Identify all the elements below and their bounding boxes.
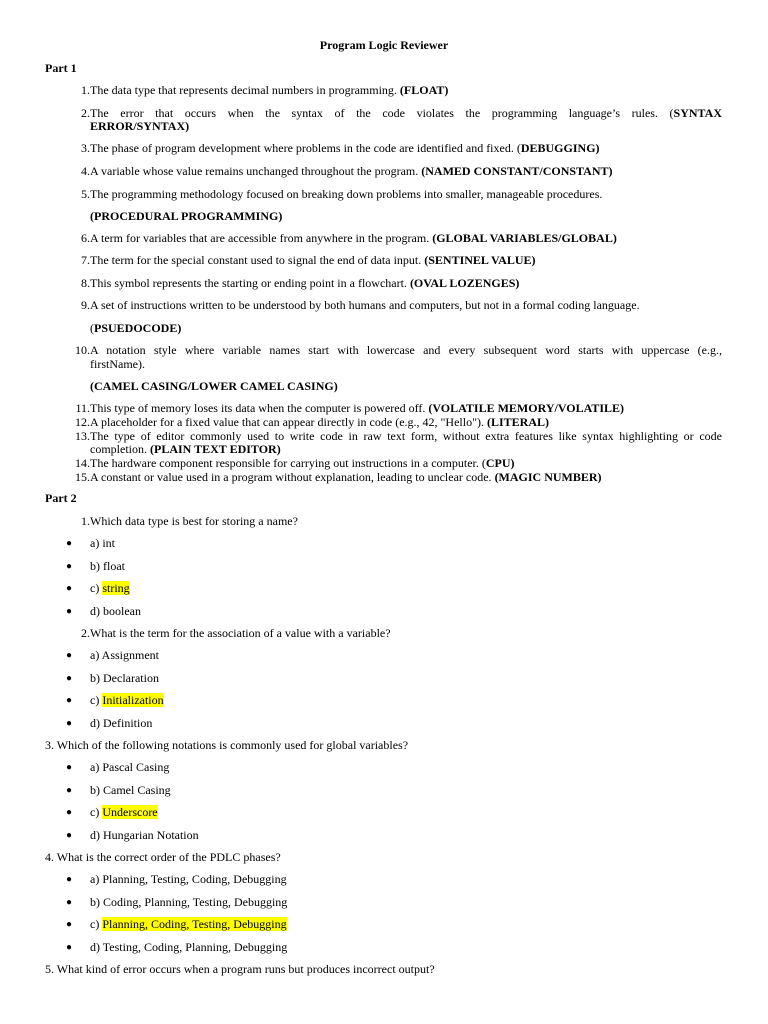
answer-text: (CAMEL CASING/LOWER CAMEL CASING) (90, 379, 338, 393)
option-label: b) (90, 559, 103, 573)
question-prompt-continued: firstName). (90, 357, 145, 371)
question-prompt: The phase of program development where problems in the code are identified and fixed. ( (90, 141, 521, 155)
question-number: 9. (81, 298, 90, 312)
option-text: Planning, Testing, Coding, Debugging (102, 872, 287, 886)
bullet-icon: ● (66, 718, 73, 729)
answer-option (90, 895, 287, 910)
question-prompt: The error that occurs when the syntax of the code violates the programming language’s rules. ( (90, 106, 674, 120)
question-number: 4. (81, 164, 90, 178)
bullet-icon: ● (66, 606, 73, 617)
option-label: c) (90, 581, 103, 595)
question-number: 1. (81, 514, 90, 528)
bullet-icon: ● (66, 695, 73, 706)
question-number: 15. (75, 470, 90, 484)
option-text: Assignment (101, 648, 160, 662)
option-label: b) (90, 783, 103, 797)
answer-text: PSUEDOCODE) (94, 321, 182, 335)
question-text (90, 253, 722, 268)
answer-text: SYNTAX (673, 106, 722, 120)
question-text (90, 187, 722, 202)
bullet-icon: ● (66, 561, 73, 572)
question-prompt: A constant or value used in a program without explanation, leading to unclear code. (90, 470, 492, 484)
answer-text: (MAGIC NUMBER) (494, 470, 602, 484)
answer-prefix: ( (90, 321, 94, 335)
answer-text: DEBUGGING) (520, 141, 600, 155)
bullet-icon: ● (66, 830, 73, 841)
option-label: c) (90, 693, 103, 707)
bullet-icon: ● (66, 673, 73, 684)
bullet-icon: ● (66, 919, 73, 930)
option-label: a) (90, 648, 102, 662)
bullet-icon: ● (66, 897, 73, 908)
answer-line (90, 321, 722, 336)
option-text: Camel Casing (103, 783, 171, 797)
question-text: 4. What is the correct order of the PDLC phases? (45, 850, 281, 864)
answer-option (90, 559, 125, 574)
bullet-icon: ● (66, 762, 73, 773)
answer-option (90, 716, 152, 731)
option-text: Declaration (103, 671, 159, 685)
bullet-icon: ● (66, 942, 73, 953)
bullet-icon: ● (66, 538, 73, 549)
option-label: d) (90, 604, 103, 618)
question-number: 14. (75, 456, 90, 470)
question-prompt: A placeholder for a fixed value that can appear directly in code (e.g., 42, "Hello"). (90, 415, 484, 429)
question-number: 5. (81, 187, 90, 201)
bullet-icon: ● (66, 874, 73, 885)
question-prompt: A variable whose value remains unchanged throughout the program. (90, 164, 419, 178)
option-label: c) (90, 917, 103, 931)
answer-text: (PROCEDURAL PROGRAMMING) (90, 209, 283, 223)
question-text (90, 298, 722, 313)
correct-answer-highlight: Planning, Coding, Testing, Debugging (102, 917, 287, 931)
answer-text: (PLAIN TEXT EDITOR) (150, 442, 281, 456)
question-prompt: The data type that represents decimal numbers in programming. (90, 83, 397, 97)
answer-text: (OVAL LOZENGES) (409, 276, 520, 290)
question-prompt: The term for the special constant used to signal the end of data input. (90, 253, 422, 267)
answer-text: (GLOBAL VARIABLES/GLOBAL) (432, 231, 617, 245)
question-number: 6. (81, 231, 90, 245)
answer-option (90, 805, 158, 820)
option-label: b) (90, 671, 103, 685)
answer-option (90, 693, 164, 708)
question-text (90, 470, 722, 485)
option-label: d) (90, 716, 103, 730)
option-label: d) (90, 940, 103, 954)
question-prompt: A term for variables that are accessible from anywhere in the program. (90, 231, 430, 245)
option-text: Hungarian Notation (103, 828, 199, 842)
question-prompt: The hardware component responsible for carrying out instructions in a computer. ( (90, 456, 486, 470)
question-prompt: A notation style where variable names start with lowercase and every subsequent word starts with uppercase (e.g., (90, 343, 722, 357)
question-prompt: This symbol represents the starting or ending point in a flowchart. (90, 276, 407, 290)
question-text (90, 141, 722, 156)
bullet-icon: ● (66, 785, 73, 796)
correct-answer-highlight: Underscore (102, 805, 158, 819)
option-text: int (102, 536, 115, 550)
answer-text: CPU) (485, 456, 515, 470)
question-number: 11. (75, 401, 90, 415)
answer-line (90, 209, 722, 224)
answer-text: (SENTINEL VALUE) (424, 253, 536, 267)
option-label: c) (90, 805, 103, 819)
part1-heading: Part 1 (45, 61, 77, 75)
part2-heading: Part 2 (45, 491, 77, 505)
answer-text: (LITERAL) (486, 415, 549, 429)
answer-option (90, 940, 287, 955)
question-text (90, 164, 722, 179)
option-text: boolean (103, 604, 141, 618)
correct-answer-highlight: string (102, 581, 130, 595)
question-prompt: The programming methodology focused on breaking down problems into smaller, manageable procedures. (90, 187, 603, 201)
option-label: b) (90, 895, 103, 909)
question-prompt: A set of instructions written to be understood by both humans and computers, but not in a formal coding language. (90, 298, 640, 312)
question-prompt: The type of editor commonly used to write code in raw text form, without extra features like syntax highlighting or code (90, 429, 722, 443)
question-text: What is the term for the association of a value with a variable? (90, 626, 391, 640)
question-text: 5. What kind of error occurs when a program runs but produces incorrect output? (45, 962, 435, 976)
bullet-icon: ● (66, 650, 73, 661)
question-text-continued (90, 442, 722, 457)
question-text (90, 231, 722, 246)
question-number: 2. (81, 106, 90, 120)
bullet-icon: ● (66, 807, 73, 818)
question-text (90, 83, 722, 98)
bullet-icon: ● (66, 583, 73, 594)
option-text: Coding, Planning, Testing, Debugging (103, 895, 288, 909)
answer-option (90, 917, 287, 932)
answer-text: (FLOAT) (399, 83, 449, 97)
answer-option (90, 581, 130, 596)
question-text-continued (90, 119, 722, 134)
question-number: 2. (81, 626, 90, 640)
option-label: a) (90, 872, 103, 886)
question-number: 3. (81, 141, 90, 155)
question-text: Which data type is best for storing a name? (90, 514, 298, 528)
option-text: float (103, 559, 125, 573)
question-text (90, 401, 722, 416)
question-text: 3. Which of the following notations is commonly used for global variables? (45, 738, 409, 752)
question-prompt-continued: completion. (90, 442, 147, 456)
question-number: 7. (81, 253, 90, 267)
answer-option (90, 604, 141, 619)
question-text (90, 456, 722, 471)
question-number: 10. (75, 343, 90, 357)
question-number: 12. (75, 415, 90, 429)
question-prompt: This type of memory loses its data when the computer is powered off. (90, 401, 426, 415)
option-text: Testing, Coding, Planning, Debugging (102, 940, 288, 954)
answer-text: ERROR/SYNTAX) (90, 119, 190, 133)
answer-option (90, 828, 199, 843)
question-text (90, 343, 722, 358)
option-label: a) (90, 536, 103, 550)
answer-option (90, 648, 159, 663)
answer-text: (VOLATILE MEMORY/VOLATILE) (428, 401, 625, 415)
answer-option (90, 783, 171, 798)
answer-text: (NAMED CONSTANT/CONSTANT) (421, 164, 613, 178)
option-text: Definition (103, 716, 153, 730)
answer-option (90, 671, 159, 686)
answer-line (90, 379, 722, 394)
answer-option (90, 872, 287, 887)
correct-answer-highlight: Initialization (102, 693, 164, 707)
page-title: Program Logic Reviewer (319, 38, 449, 52)
question-text (90, 415, 722, 430)
question-text-continued (90, 357, 722, 372)
option-label: a) (90, 760, 103, 774)
question-text (90, 276, 722, 291)
option-text: Pascal Casing (102, 760, 170, 774)
answer-option (90, 760, 169, 775)
answer-option (90, 536, 115, 551)
question-number: 13. (75, 429, 90, 443)
option-label: d) (90, 828, 103, 842)
question-number: 8. (81, 276, 90, 290)
question-number: 1. (81, 83, 90, 97)
